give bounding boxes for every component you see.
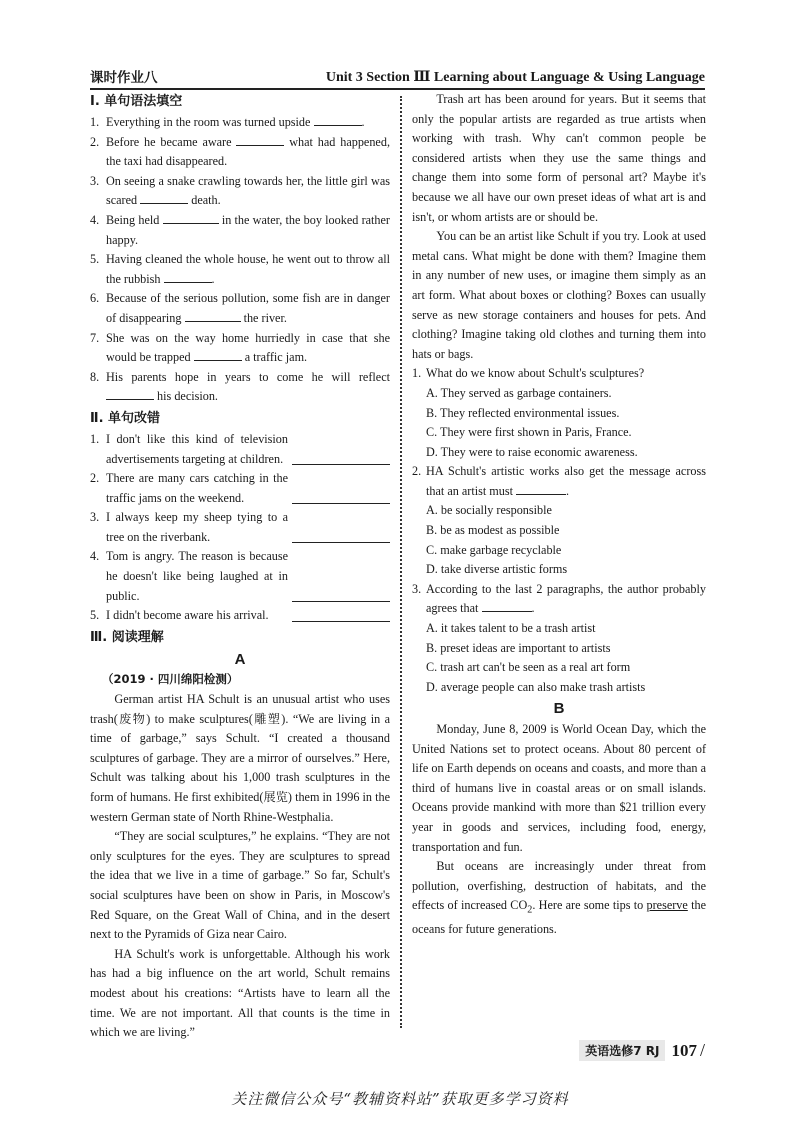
item-text: I always keep my sheep tying to a tree on the riverbank. xyxy=(106,510,288,544)
option-c[interactable]: C. trash art can't be seen as a real art form xyxy=(426,660,631,675)
left-column xyxy=(90,90,390,1043)
passage-a-paragraph-2: “They are social sculptures,” he explains. “They are not only sculptures for the eyes. They are sculptures to spread the idea that we live in a time of garbage.” So far, Schult's social sculptures have been on show in Paris, in Moscow's Red Square, on the Great Wall of China, and in the desert next to the Pyramids of Giza near Cairo. xyxy=(90,829,390,942)
item-text: Having cleaned the whole house, he went out to throw all the rubbish . xyxy=(106,252,390,286)
page-number: 107 xyxy=(671,1041,697,1060)
passage-a-paragraph-5: You can be an artist like Schult if you try. Look at used metal cans. What might be done with them? Imagine them in any number of new uses, or imagine them simply as an art form. What about boxes or clothing? Boxes can usually serve as new storage containers and houses for pets. And clothing? Imagine taking old clothes and turning them into hats or bags. xyxy=(412,229,706,361)
item-text: I didn't become aware his arrival. xyxy=(106,608,269,623)
item-number: 4. xyxy=(90,212,100,227)
grammar-item-2 xyxy=(90,133,390,172)
option-c[interactable]: C. make garbage recyclable xyxy=(426,542,562,557)
answer-blank[interactable] xyxy=(236,133,284,146)
item-number: 3. xyxy=(90,510,100,525)
passage-b-paragraph-2: But oceans are increasingly under threat from pollution, overfishing, destruction of habitats, and the effects of increased $CO_2$. Here are some tips to preserve the oceans for future generations. xyxy=(412,859,706,937)
watermark-text: 关注微信公众号“教辅资料站”获取更多学习资料 xyxy=(231,1090,569,1108)
right-column xyxy=(412,90,706,940)
correction-item-4 xyxy=(90,547,390,606)
grammar-item-4 xyxy=(90,211,390,250)
correction-item-5 xyxy=(90,606,390,626)
option-a[interactable]: A. They served as garbage containers. xyxy=(426,385,612,400)
passage-a-paragraph-3: HA Schult's work is unforgettable. Although his work has had a big influence on the art world, Schult remains modest about his creations: “Artists have to learn all the time. We are not important. All that counts is the time in which we are living.” xyxy=(90,946,390,1040)
question-stem: According to the last 2 paragraphs, the author probably agrees that . xyxy=(426,581,706,616)
underlined-word: preserve xyxy=(646,898,688,913)
question-stem: HA Schult's artistic works also get the message across that an artist must . xyxy=(426,464,706,498)
option-b[interactable]: B. preset ideas are important to artists xyxy=(426,640,611,655)
item-number: 4. xyxy=(90,549,100,564)
passage-a-paragraph-4: Trash art has been around for years. But it seems that only the popular artists are regarded as true artists when working with trash. Why can't common people be considered artists when they use the same things and change them into some form of personal art? Maybe it's because we all have our own preset ideas of what art is and isn't, or whom artists are or should be. xyxy=(412,92,706,224)
item-text: There are many cars catching in the traffic jams on the weekend. xyxy=(106,471,288,505)
item-number: 1. xyxy=(90,115,100,129)
grammar-item-8 xyxy=(90,368,390,407)
option-d[interactable]: D. They were to raise economic awareness. xyxy=(426,444,638,459)
item-number: 1. xyxy=(90,431,100,446)
question-3 xyxy=(412,580,706,698)
passage-b-label: B xyxy=(553,700,565,718)
answer-blank[interactable] xyxy=(314,113,362,126)
passage-a-paragraph-1: German artist HA Schult is an unusual artist who uses trash(废物) to make sculptures(雕塑). “We are living in a time of garbage,” says Schult. “I created a thousand sculptures of garbage. They are a mirror of ourselves.” Here, Schult was talking about his 1,000 trash sculptures in the form of humans. He first exhibited(展览) them in 1996 in the western German state of North Rhine-Westphalia. xyxy=(90,692,390,824)
option-d[interactable]: D. take diverse artistic forms xyxy=(426,562,568,577)
passage-b-paragraph-1: Monday, June 8, 2009 is World Ocean Day, which the United Nations set to protect oceans. About 80 percent of life on Earth depends on oceans and coasts, and more than a third of humans live in coastal areas or on small islands. Oceans provide mankind with more than $21 trillion every year in goods and services, including food, energy, transportation and fun. xyxy=(412,722,706,854)
answer-blank[interactable] xyxy=(140,191,188,204)
item-text: Everything in the room was turned upside . xyxy=(106,115,365,129)
page-footer xyxy=(579,1040,705,1061)
item-text: I don't like this kind of television advertisements targeting at children. xyxy=(106,431,288,466)
unit-section-title: Unit 3 Section Ⅲ Learning about Language & Using Language xyxy=(325,70,705,85)
book-label: 英语选修7 RJ xyxy=(579,1040,665,1061)
item-text: His parents hope in years to come he will reflect his decision. xyxy=(106,369,390,404)
item-text: Tom is angry. The reason is because he doesn't like being laughed at in public. xyxy=(106,549,288,603)
item-text: Before he became aware what had happened, the taxi had disappeared. xyxy=(106,134,390,169)
answer-blank[interactable] xyxy=(185,309,241,322)
answer-blank[interactable] xyxy=(163,211,219,224)
item-number: 5. xyxy=(90,608,100,623)
answer-blank[interactable] xyxy=(164,270,212,283)
grammar-fill-list xyxy=(90,113,390,407)
section-3-title: Ⅲ. 阅读理解 xyxy=(90,629,164,645)
answer-line[interactable] xyxy=(292,528,390,543)
error-correction-list xyxy=(90,430,390,626)
section-1-title: Ⅰ. 单句语法填空 xyxy=(90,94,183,109)
passage-a-label: A xyxy=(234,650,246,668)
question-stem: What do we know about Schult's sculptures? xyxy=(426,366,645,381)
question-1 xyxy=(412,364,706,462)
answer-line[interactable] xyxy=(292,607,390,622)
item-number: 8. xyxy=(90,369,100,384)
item-number: 2. xyxy=(90,471,100,486)
section-2-title: Ⅱ. 单句改错 xyxy=(90,410,161,426)
column-divider xyxy=(400,96,402,1028)
answer-blank[interactable] xyxy=(106,387,154,400)
option-a[interactable]: A. be socially responsible xyxy=(426,503,552,518)
item-number: 5. xyxy=(90,252,100,267)
option-b[interactable]: B. be as modest as possible xyxy=(426,523,560,538)
slash-decoration: / xyxy=(699,1040,705,1060)
correction-item-1 xyxy=(90,430,390,469)
answer-line[interactable] xyxy=(292,489,390,504)
passage-a-source: （2019 · 四川绵阳检测） xyxy=(102,672,239,687)
answer-blank[interactable] xyxy=(516,482,566,495)
option-b[interactable]: B. They reflected environmental issues. xyxy=(426,405,620,420)
item-text: On seeing a snake crawling towards her, the little girl was scared death. xyxy=(106,173,390,208)
answer-blank[interactable] xyxy=(482,599,532,612)
correction-item-3 xyxy=(90,508,390,547)
answer-line[interactable] xyxy=(292,587,390,602)
homework-title: 课时作业八 xyxy=(90,70,158,86)
grammar-item-5 xyxy=(90,250,390,289)
item-number: 2. xyxy=(90,134,100,149)
grammar-item-7 xyxy=(90,329,390,368)
item-number: 3. xyxy=(90,173,100,188)
answer-blank[interactable] xyxy=(194,348,242,361)
item-text: Because of the serious pollution, some fish are in danger of disappearing the river. xyxy=(106,291,390,325)
item-text: She was on the way home hurriedly in case that she would be trapped a traffic jam. xyxy=(106,330,390,365)
grammar-item-6 xyxy=(90,289,390,328)
grammar-item-1 xyxy=(90,113,390,133)
question-number: 2. xyxy=(412,464,422,479)
question-number: 1. xyxy=(412,366,422,381)
option-a[interactable]: A. it takes talent to be a trash artist xyxy=(426,621,596,636)
grammar-item-3 xyxy=(90,172,390,211)
item-text: Being held in the water, the boy looked rather happy. xyxy=(106,212,390,247)
item-number: 7. xyxy=(90,330,100,345)
question-2 xyxy=(412,462,706,580)
correction-item-2 xyxy=(90,469,390,508)
option-d[interactable]: D. average people can also make trash artists xyxy=(426,679,646,694)
item-number: 6. xyxy=(90,291,100,306)
answer-line[interactable] xyxy=(292,450,390,465)
option-c[interactable]: C. They were first shown in Paris, France. xyxy=(426,425,632,440)
page-header xyxy=(90,60,705,86)
question-number: 3. xyxy=(412,581,422,596)
